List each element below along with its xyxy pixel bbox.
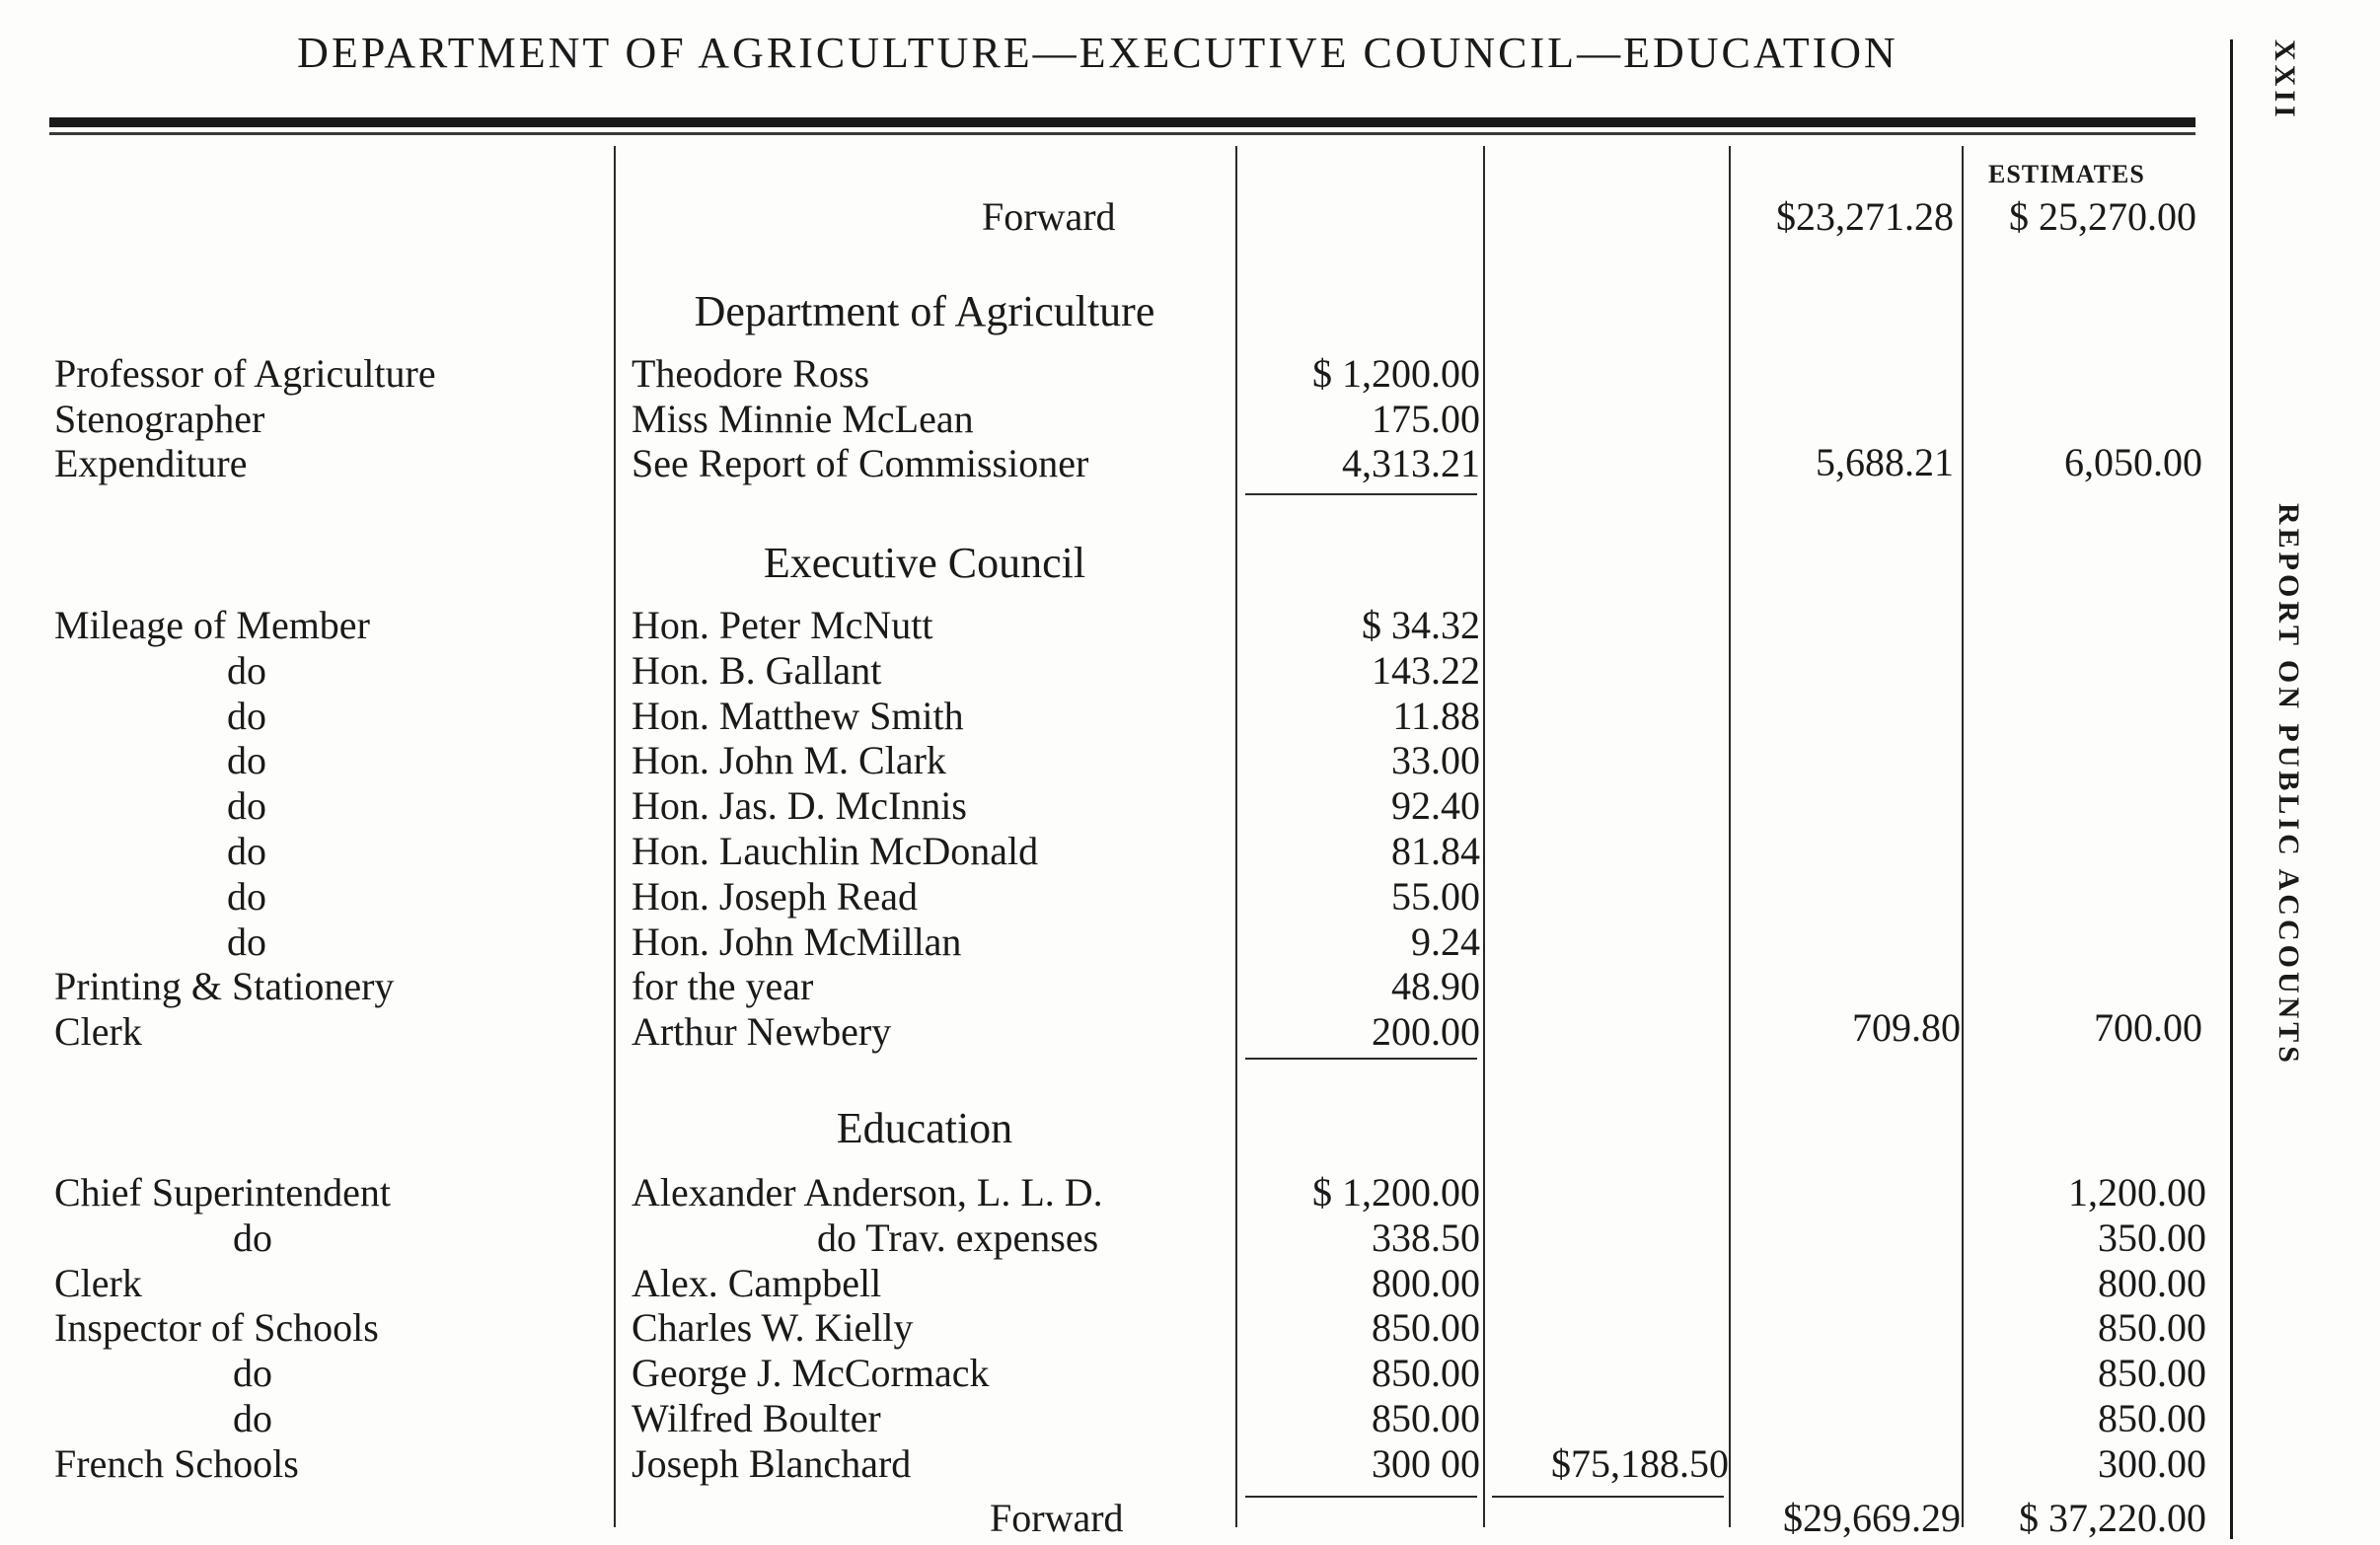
row-amount: 9.24 bbox=[1411, 919, 1480, 964]
row-estimate: 1,200.00 bbox=[2068, 1170, 2206, 1214]
column-divider bbox=[614, 146, 616, 1527]
row-description: Stenographer bbox=[54, 396, 265, 441]
row-amount: $ 34.32 bbox=[1362, 603, 1480, 647]
agriculture-total: 5,688.21 bbox=[1816, 440, 1954, 484]
row-estimate: 300.00 bbox=[2098, 1440, 2206, 1486]
row-payee: Miss Minnie McLean bbox=[632, 396, 974, 441]
subtotal-rule bbox=[1245, 493, 1477, 495]
column-divider bbox=[1483, 146, 1485, 1527]
subtotal-rule bbox=[1245, 1496, 1477, 1498]
row-amount: 92.40 bbox=[1391, 783, 1480, 829]
row-amount: 4,313.21 bbox=[1342, 441, 1480, 485]
agriculture-estimate: 6,050.00 bbox=[2064, 440, 2202, 484]
row-amount: 800.00 bbox=[1372, 1260, 1480, 1305]
row-amount: 175.00 bbox=[1372, 396, 1480, 441]
forward-label: Forward bbox=[982, 194, 1116, 239]
margin-rule bbox=[2230, 39, 2233, 1539]
row-payee: Theodore Ross bbox=[632, 351, 870, 396]
section-heading-agriculture: Department of Agriculture bbox=[694, 287, 1155, 335]
row-estimate: 850.00 bbox=[2098, 1305, 2206, 1351]
row-description: Clerk bbox=[54, 1260, 142, 1305]
row-payee: Hon. Lauchlin McDonald bbox=[632, 829, 1039, 873]
row-amount: 81.84 bbox=[1391, 829, 1480, 873]
row-payee: Hon. John McMillan bbox=[632, 919, 962, 964]
row-estimate: 850.00 bbox=[2098, 1351, 2206, 1396]
row-amount: 300 00 bbox=[1372, 1440, 1480, 1486]
row-estimate: 350.00 bbox=[2098, 1214, 2206, 1260]
row-description: Chief Superintendent bbox=[54, 1170, 392, 1214]
row-payee: for the year bbox=[632, 964, 814, 1009]
forward-total-bottom: $29,669.29 bbox=[1783, 1496, 1961, 1540]
row-amount: $ 1,200.00 bbox=[1312, 1170, 1480, 1214]
row-amount: 200.00 bbox=[1372, 1009, 1480, 1055]
forward-estimate: $ 25,270.00 bbox=[2009, 194, 2196, 239]
row-description: do bbox=[227, 693, 266, 738]
row-amount: 48.90 bbox=[1391, 964, 1480, 1009]
title-rule-thick bbox=[49, 117, 2195, 127]
row-description: Mileage of Member bbox=[54, 603, 370, 647]
row-subtotal: $75,188.50 bbox=[1551, 1440, 1729, 1486]
column-divider bbox=[1962, 146, 1964, 1527]
row-description: do bbox=[227, 783, 266, 829]
row-description: Clerk bbox=[54, 1009, 142, 1055]
row-payee: Hon. B. Gallant bbox=[632, 647, 882, 693]
row-description: do bbox=[227, 873, 266, 919]
forward-total: $23,271.28 bbox=[1776, 194, 1954, 239]
row-payee: Alexander Anderson, L. L. D. bbox=[632, 1170, 1103, 1214]
page-title: DEPARTMENT OF AGRICULTURE—EXECUTIVE COUNCIL—EDUCATION bbox=[297, 29, 1898, 77]
row-payee: Arthur Newbery bbox=[632, 1009, 892, 1055]
row-payee: See Report of Commissioner bbox=[632, 441, 1089, 485]
row-amount: 143.22 bbox=[1372, 647, 1480, 693]
council-total: 709.80 bbox=[1852, 1005, 1961, 1050]
row-payee: Hon. Matthew Smith bbox=[632, 693, 964, 738]
row-payee: Wilfred Boulter bbox=[632, 1396, 881, 1440]
row-description: Inspector of Schools bbox=[54, 1305, 379, 1351]
row-payee: Hon. John M. Clark bbox=[632, 738, 946, 783]
forward-estimate-bottom: $ 37,220.00 bbox=[2019, 1496, 2206, 1540]
section-heading-education: Education bbox=[836, 1104, 1013, 1152]
subtotal-rule bbox=[1245, 1058, 1477, 1060]
row-description: do bbox=[227, 919, 266, 964]
row-estimate: 800.00 bbox=[2098, 1260, 2206, 1305]
subtotal-rule bbox=[1492, 1496, 1724, 1498]
row-payee: do Trav. expenses bbox=[817, 1214, 1099, 1260]
row-amount: 850.00 bbox=[1372, 1305, 1480, 1351]
row-payee: Hon. Joseph Read bbox=[632, 873, 918, 919]
row-payee: Hon. Peter McNutt bbox=[632, 603, 933, 647]
row-payee: George J. McCormack bbox=[632, 1351, 990, 1396]
row-amount: 338.50 bbox=[1372, 1214, 1480, 1260]
row-description: do bbox=[233, 1396, 272, 1440]
row-description: Printing & Stationery bbox=[54, 964, 395, 1009]
column-divider bbox=[1729, 146, 1731, 1527]
column-divider bbox=[1235, 146, 1237, 1527]
row-amount: 850.00 bbox=[1372, 1396, 1480, 1440]
row-description: do bbox=[227, 829, 266, 873]
row-amount: $ 1,200.00 bbox=[1312, 351, 1480, 396]
row-payee: Charles W. Kielly bbox=[632, 1305, 914, 1351]
row-estimate: 850.00 bbox=[2098, 1396, 2206, 1440]
row-description: Expenditure bbox=[54, 441, 248, 485]
side-page-number: XXII bbox=[2268, 39, 2301, 121]
row-amount: 11.88 bbox=[1392, 693, 1480, 738]
title-rule-thin bbox=[49, 132, 2195, 135]
side-heading: REPORT ON PUBLIC ACCOUNTS bbox=[2272, 503, 2305, 1067]
row-description: do bbox=[233, 1351, 272, 1396]
row-description: do bbox=[227, 647, 266, 693]
council-estimate: 700.00 bbox=[2094, 1005, 2202, 1050]
row-amount: 850.00 bbox=[1372, 1351, 1480, 1396]
row-amount: 55.00 bbox=[1391, 873, 1480, 919]
row-payee: Joseph Blanchard bbox=[632, 1440, 912, 1486]
estimates-header: ESTIMATES bbox=[1988, 160, 2145, 188]
row-description: do bbox=[227, 738, 266, 783]
forward-label-bottom: Forward bbox=[990, 1496, 1124, 1540]
row-amount: 33.00 bbox=[1391, 738, 1480, 783]
row-description: French Schools bbox=[54, 1440, 299, 1486]
row-description: Professor of Agriculture bbox=[54, 351, 436, 396]
section-heading-council: Executive Council bbox=[763, 539, 1086, 587]
row-payee: Hon. Jas. D. McInnis bbox=[632, 783, 967, 829]
row-payee: Alex. Campbell bbox=[632, 1260, 882, 1305]
row-description: do bbox=[233, 1214, 272, 1260]
